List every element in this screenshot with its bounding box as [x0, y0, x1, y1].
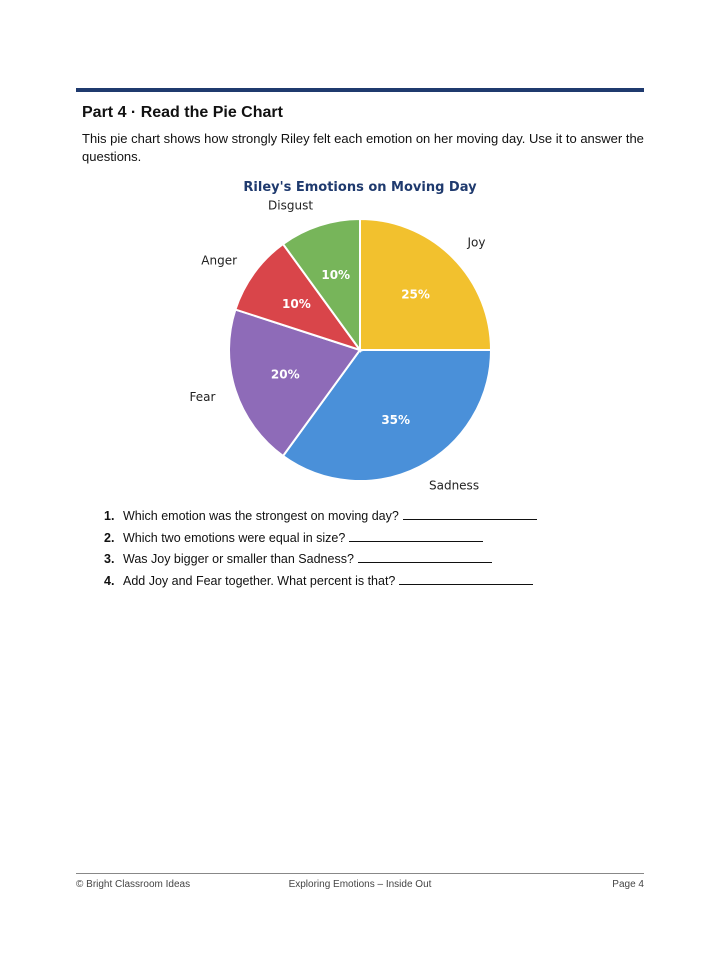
answer-blank[interactable]	[399, 573, 533, 585]
category-label-joy: Joy	[467, 235, 486, 250]
percent-label-sadness: 35%	[381, 413, 411, 428]
footer-page-number: Page 4	[612, 879, 644, 890]
chart-title: Riley's Emotions on Moving Day	[243, 180, 477, 195]
percent-label-fear: 20%	[270, 367, 300, 382]
section-title: Part 4 · Read the Pie Chart	[82, 104, 283, 121]
question-number: 2.	[104, 530, 115, 545]
question-number: 3.	[104, 552, 115, 566]
answer-blank[interactable]	[358, 551, 492, 563]
pie-chart	[180, 170, 540, 490]
category-label-anger: Anger	[201, 253, 238, 268]
footer-rule	[76, 873, 644, 874]
question-list	[104, 506, 537, 592]
question-item	[104, 571, 537, 593]
category-label-disgust: Disgust	[268, 198, 314, 213]
question-text: Which emotion was the strongest on moving day?	[123, 509, 399, 523]
answer-blank[interactable]	[403, 508, 537, 520]
question-item	[104, 506, 537, 528]
question-item	[104, 549, 537, 571]
question-number: 1.	[104, 509, 115, 523]
question-text: Add Joy and Fear together. What percent is that?	[123, 573, 396, 588]
footer-title: Exploring Emotions – Inside Out	[288, 879, 432, 890]
question-text: Which two emotions were equal in size?	[123, 530, 346, 545]
answer-blank[interactable]	[349, 530, 483, 542]
question-item	[104, 528, 537, 550]
category-label-fear: Fear	[189, 389, 216, 404]
percent-label-joy: 25%	[401, 287, 430, 302]
percent-label-anger: 10%	[282, 296, 311, 311]
top-rule	[76, 88, 644, 92]
question-text: Was Joy bigger or smaller than Sadness?	[123, 552, 354, 566]
percent-label-disgust: 10%	[321, 268, 351, 283]
footer-copyright: © Bright Classroom Ideas	[76, 879, 191, 890]
category-label-sadness: Sadness	[428, 478, 480, 490]
question-number: 4.	[104, 573, 115, 588]
intro-text: This pie chart shows how strongly Riley felt each emotion on her moving day. Use it to answer the questions.	[82, 131, 644, 164]
